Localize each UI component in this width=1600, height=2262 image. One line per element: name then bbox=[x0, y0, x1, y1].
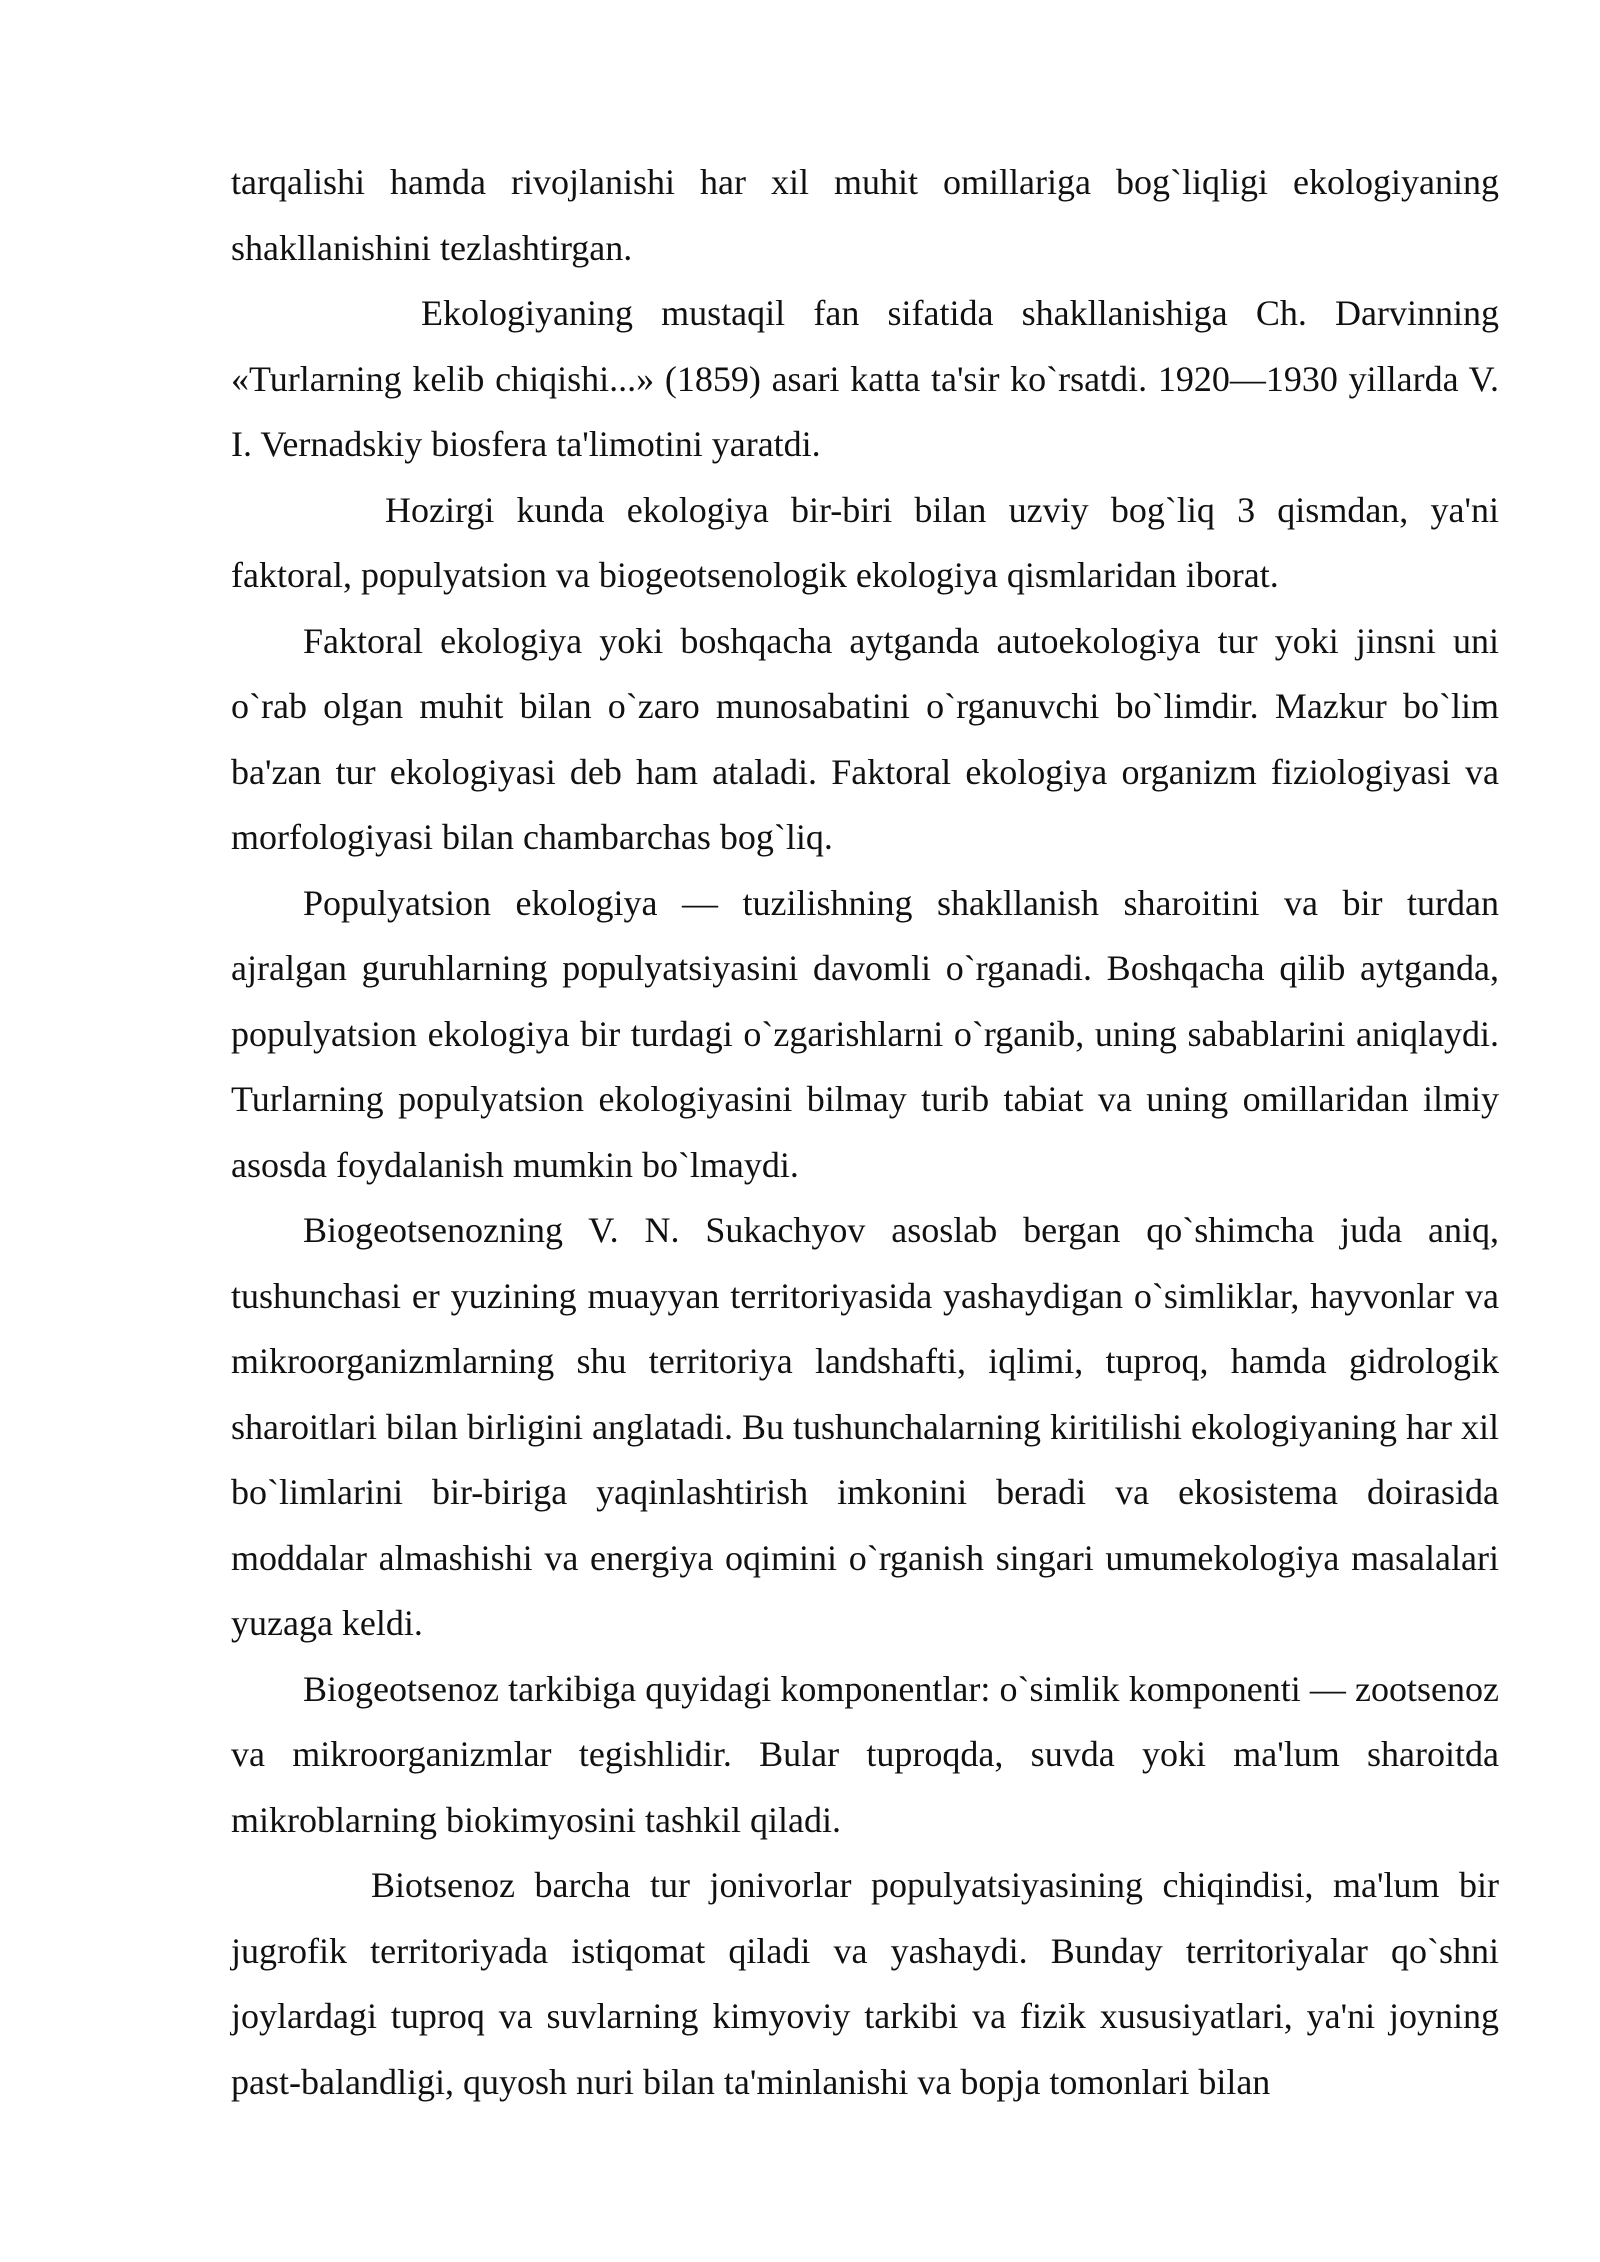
paragraph-5: Populyatsion ekologiya — tuzilishning shakllanish sharoitini va bir turdan ajralgan guruhlarning populyatsiyasini davomli o`rganadi. Boshqacha qilib aytganda, populyatsion ekologiya bir turdagi o`zgarishlarni o`rganib, uning sabablarini aniqlaydi. Turlarning populyatsion ekologiyasini bilmay turib tabiat va uning omillaridan ilmiy asosda foydalanish mumkin bo`lmaydi. bbox=[231, 882, 1499, 1185]
paragraph-4: Faktoral ekologiya yoki boshqacha aytganda autoekologiya tur yoki jinsni uni o`rab olgan muhit bilan o`zaro munosabatini o`rganuvchi bo`limdir. Mazkur bo`lim ba'zan tur ekologiyasi deb ham ataladi. Faktoral ekologiya organizm fiziologiyasi va morfologiyasi bilan chambarchas bog`liq. bbox=[231, 620, 1499, 857]
paragraph-1: tarqalishi hamda rivojlanishi har xil muhit omillariga bog`liqligi ekologiyaning shakllanishini tezlashtirgan. bbox=[231, 162, 1499, 268]
paragraph-2: Ekologiyaning mustaqil fan sifatida shakllanishiga Ch. Darvinning «Turlarning kelib chiqishi...» (1859) asari katta ta'sir ko`rsatdi. 1920—1930 yillarda V. I. Vernadskiy biosfera ta'limotini yaratdi. bbox=[231, 293, 1499, 464]
paragraph-7: Biogeotsenoz tarkibiga quyidagi komponentlar: o`simlik komponenti — zootsenoz va mikroorganizmlar tegishlidir. Bular tuproqda, suvda yoki ma'lum sharoitda mikroblarning biokimyosini tashkil qiladi. bbox=[231, 1668, 1499, 1840]
paragraph-3: Hozirgi kunda ekologiya bir-biri bilan uzviy bog`liq 3 qismdan, ya'ni faktoral, populyatsion va biogeotsenologik ekologiya qismlaridan iborat. bbox=[231, 489, 1499, 595]
document-page bbox=[231, 150, 1499, 2115]
paragraph-8: Biotsenoz barcha tur jonivorlar populyatsiyasining chiqindisi, ma'lum bir jugrofik territoriyada istiqomat qiladi va yashaydi. Bunday territoriyalar qo`shni joylardagi tuproq va suvlarning kimyoviy tarkibi va fizik xususiyatlari, ya'ni joyning past-balandligi, quyosh nuri bilan ta'minlanishi va bopja tomonlari bilan bbox=[231, 1865, 1499, 2102]
paragraph-6: Biogeotsenozning V. N. Sukachyov asoslab bergan qo`shimcha juda aniq, tushunchasi er yuzining muayyan territoriyasida yashaydigan o`simliklar, hayvonlar va mikroorganizmlarning shu territoriya landshafti, iqlimi, tuproq, hamda gidrologik sharoitlari bilan birligini anglatadi. Bu tushunchalarning kiritilishi ekologiyaning har xil bo`limlarini bir-biriga yaqinlashtirish imkonini beradi va ekosistema doirasida moddalar almashishi va energiya oqimini o`rganish singari umumekologiya masalalari yuzaga keldi. bbox=[231, 1210, 1499, 1643]
